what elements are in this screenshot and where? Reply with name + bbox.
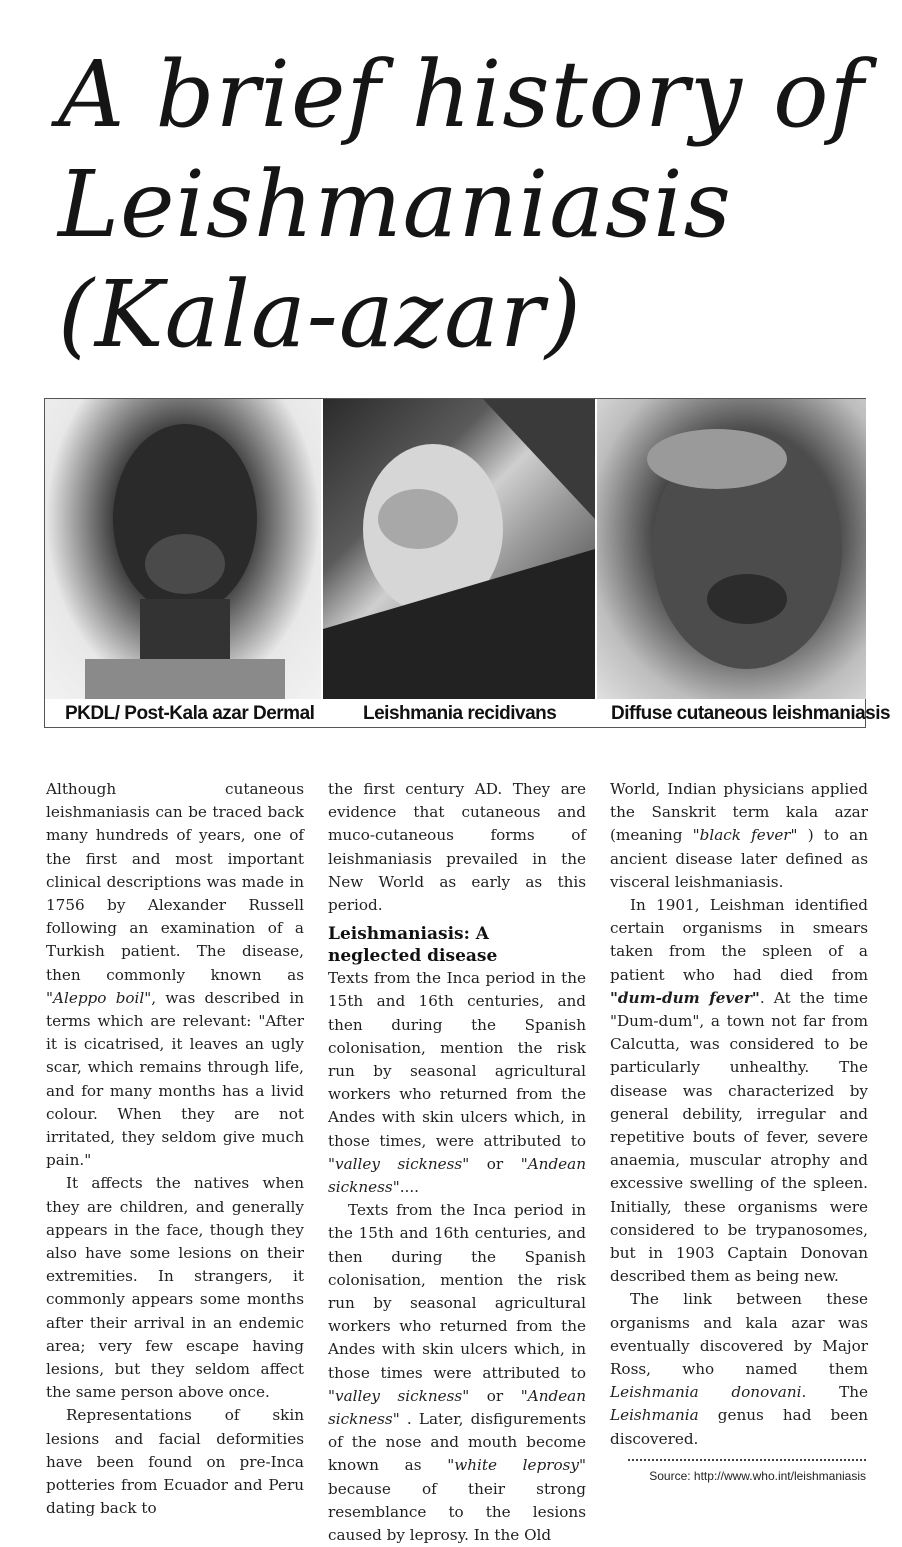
photo-recidivans xyxy=(323,399,595,699)
mid-paragraph-2: Texts from the Inca period in the 15th and 16th centuries, and then during the Spanish colonisation, mention the risk run by seasonal agricultural workers who returned from the Andes with skin ulcers which, in those times, were attributed to "valley sickness" or "Andean sickness".... xyxy=(328,969,586,1197)
title-line-1: A brief history of xyxy=(58,41,865,148)
column-middle xyxy=(328,778,586,1547)
column-right xyxy=(610,778,868,1451)
photo-pkdl-illustration xyxy=(45,399,321,699)
photo-diffuse xyxy=(597,399,866,699)
mid-paragraph-1: the first century AD. They are evidence that cutaneous and muco-cutaneous forms of leishmaniasis prevailed in the New World as early as this period. xyxy=(328,780,586,915)
mid-paragraph-3: Texts from the Inca period in the 15th and 16th centuries, and then during the Spanish colonisation, mention the risk run by seasonal agricultural workers who returned from the Andes with skin ulcers which, in those times were attributed to "valley sickness" or "Andean sickness" . Later, disfigurements of the nose and mouth become known as "white leprosy" because of their strong resemblance to the lesions caused by leprosy. In the Old xyxy=(328,1201,587,1545)
source-credit: Source: http://www.who.int/leishmaniasis xyxy=(649,1469,866,1483)
right-paragraph-2: In 1901, Leishman identified certain organisms in smears taken from the spleen of a patient who had died from "dum-dum fever". At the time "Dum-dum", a town not far from Calcutta, was considered to be particularly unhealthy. The disease was characterized by general debility, irregular and repetitive bouts of fever, severe anaemia, muscular atrophy and excessive swelling of the spleen. Initially, these organisms were considered to be trypanosomes, but in 1903 Captain Donovan described them as being new. xyxy=(610,896,868,1286)
section-heading: Leishmaniasis: A neglected disease xyxy=(328,924,498,967)
right-paragraph-1: World, Indian physicians applied the Sanskrit term kala azar (meaning "black fever" ) to an ancient disease later defined as visceral leishmaniasis. xyxy=(610,780,868,891)
title-line-3: (Kala-azar) xyxy=(58,261,582,368)
title-line-2: Leishmaniasis xyxy=(58,151,732,258)
caption-diffuse: Diffuse cutaneous leishmaniasis xyxy=(611,703,891,724)
photo-diffuse-illustration xyxy=(597,399,866,699)
right-paragraph-3: The link between these organisms and kala azar was eventually discovered by Major Ross, who named them Leishmania donovani. The Leishmania genus had been discovered. xyxy=(610,1290,868,1448)
left-paragraph-2: It affects the natives when they are children, and generally appears in the face, though they also have some lesions on their extremities. In strangers, it commonly appears some months after their arrival in an endemic area; very few escape having lesions, but they seldom affect the same person above once. xyxy=(46,1174,304,1402)
photo-recidivans-illustration xyxy=(323,399,595,699)
dotted-divider xyxy=(628,1459,866,1461)
caption-pkdl: PKDL/ Post-Kala azar Dermal xyxy=(65,703,315,724)
article-title xyxy=(58,40,878,370)
photo-strip xyxy=(44,398,891,728)
left-paragraph-3: Representations of skin lesions and facial deformities have been found on pre-Inca potteries from Ecuador and Peru dating back to xyxy=(46,1406,304,1518)
column-left xyxy=(46,778,304,1521)
caption-recidivans: Leishmania recidivans xyxy=(363,703,557,724)
left-paragraph-1: Although cutaneous leishmaniasis can be traced back many hundreds of years, one of the first and most important clinical descriptions was made in 1756 by Alexander Russell following an examination of a Turkish patient. The disease, then commonly known as "Aleppo boil", was described in terms which are relevant: "After it is cicatrised, it leaves an ugly scar, which remains through life, and for many months has a livid colour. When they are not irritated, they seldom give much pain." xyxy=(46,780,305,1170)
photo-pkdl xyxy=(45,399,321,699)
